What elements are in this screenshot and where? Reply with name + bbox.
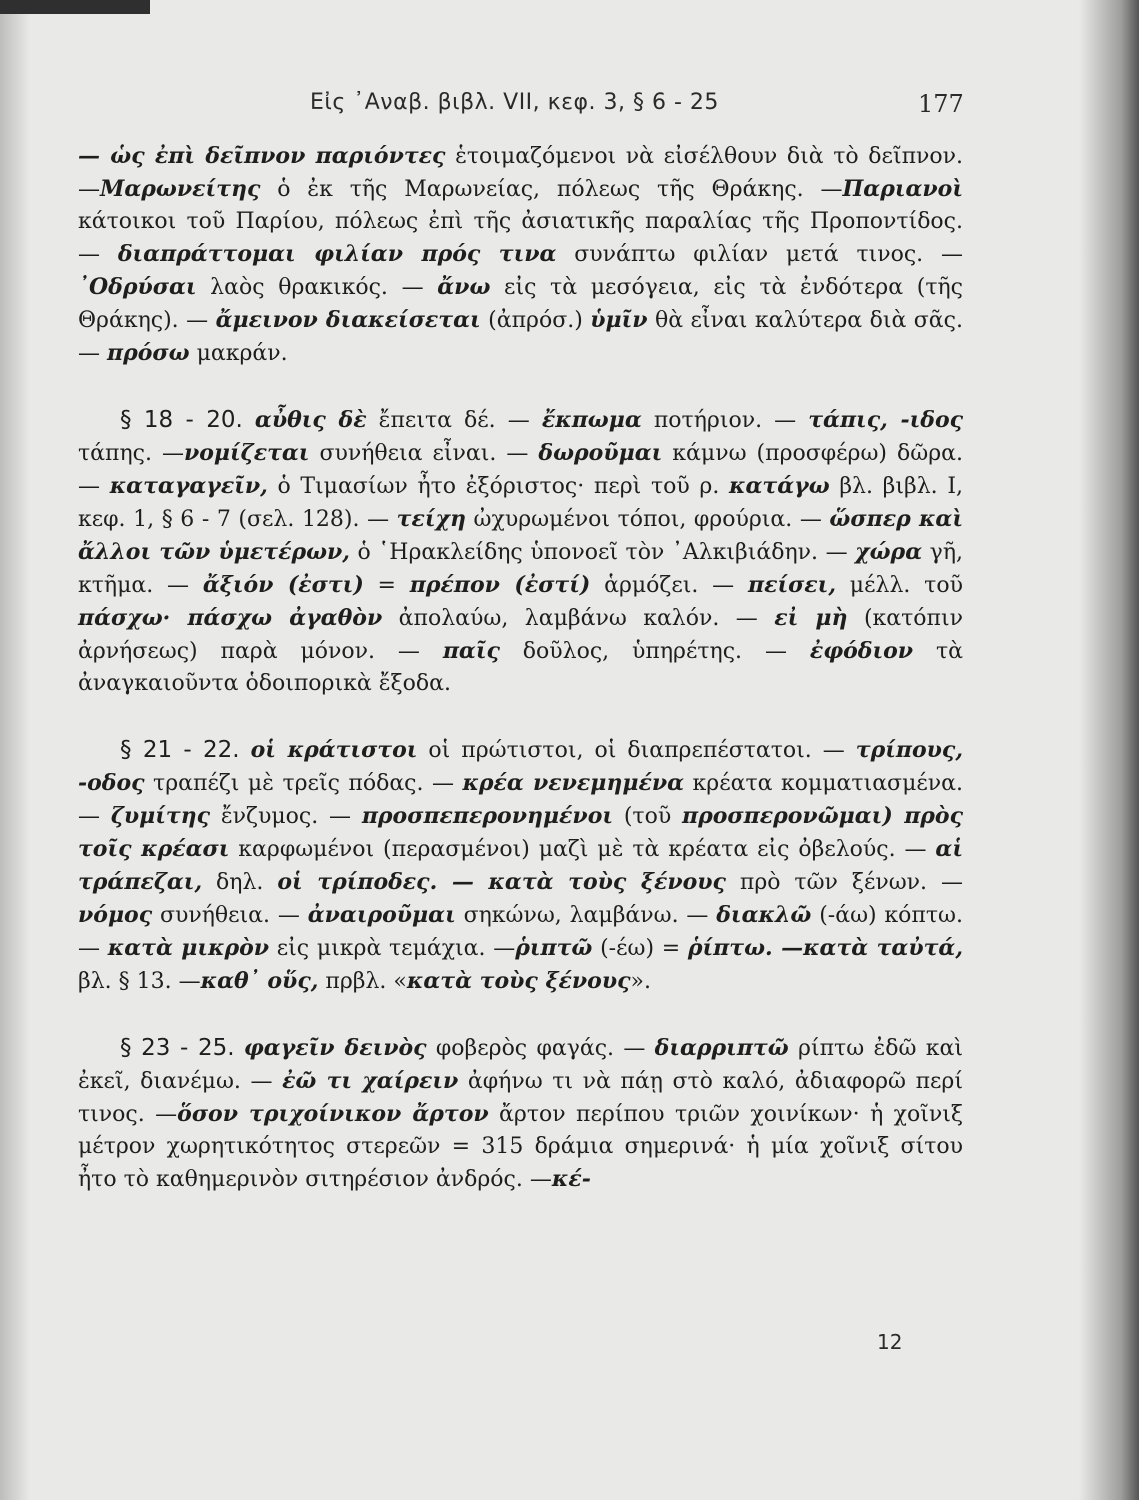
signature-mark: 12 bbox=[877, 1330, 903, 1354]
gloss: κρέατα κομματιασμένα. — bbox=[78, 771, 963, 829]
lemma: νομίζεται bbox=[183, 440, 310, 466]
lemma: φαγεῖν δεινὸς bbox=[243, 1035, 427, 1061]
gloss: ὁ Τιμασίων ἦτο ἐξόριστος· περὶ τοῦ ρ. bbox=[267, 474, 730, 499]
gloss: γῆ, κτῆμα. — bbox=[78, 540, 963, 598]
lemma: Παριανοὶ bbox=[842, 176, 963, 202]
lemma: Μαρωνείτης bbox=[100, 176, 261, 202]
lemma: ἔκπωμα bbox=[541, 407, 642, 433]
gloss: οἱ πρώτιστοι, οἱ διαπρεπέστατοι. — bbox=[417, 738, 856, 763]
lemma: — ὡς ἐπὶ δεῖπνον παριόντες bbox=[78, 143, 446, 169]
gloss: (τοῦ bbox=[613, 804, 683, 829]
gloss: σηκώνω, λαμβάνω. — bbox=[455, 903, 717, 928]
lemma: ἄμεινον διακείσεται bbox=[215, 307, 481, 333]
gloss: λαὸς θρακικός. — bbox=[196, 275, 438, 300]
paragraph bbox=[78, 140, 963, 370]
gloss: τραπέζι μὲ τρεῖς πόδας. — bbox=[144, 771, 463, 796]
gloss: (-έω) = bbox=[592, 936, 688, 961]
lemma: προσπερονῶμαι) πρὸς τοῖς κρέασι bbox=[78, 803, 963, 862]
section-marker: § 21 - 22. bbox=[120, 737, 240, 763]
lemma: πρέπον (ἐστί) bbox=[409, 572, 591, 598]
lemma: τείχη bbox=[396, 506, 466, 532]
gloss: δοῦλος, ὑπηρέτης. — bbox=[499, 639, 810, 664]
lemma: κέ- bbox=[551, 1166, 591, 1192]
gloss: βλ. βιβλ. I, κεφ. 1, § 6 - 7 (σελ. 128). — bbox=[78, 474, 963, 532]
lemma: πείσει, bbox=[747, 572, 836, 598]
gloss: ». bbox=[630, 969, 651, 994]
lemma: κατὰ μικρὸν bbox=[107, 935, 270, 961]
gloss: ἔπειτα δέ. — bbox=[366, 408, 542, 433]
lemma: προσπεπερονημένοι bbox=[361, 803, 614, 829]
gloss: τάπης. — bbox=[78, 441, 184, 466]
scan-corner bbox=[0, 0, 150, 14]
running-head: Εἰς ᾿Αναβ. βιβλ. VII, κεφ. 3, § 6 - 25 bbox=[310, 90, 719, 115]
lemma: αὖθις δὲ bbox=[254, 407, 367, 433]
paragraph bbox=[78, 404, 963, 700]
gloss: ἀπολαύω, λαμβάνω καλόν. — bbox=[382, 606, 775, 631]
gloss: μέλλ. τοῦ bbox=[836, 573, 963, 598]
gloss: ὁ ἐκ τῆς Μαρωνείας, πόλεως τῆς Θράκης. — bbox=[260, 177, 843, 202]
lemma: ἄνω bbox=[437, 274, 491, 300]
gloss: εἰς μικρὰ τεμάχια. — bbox=[269, 936, 516, 961]
lemma: διαρριπτῶ bbox=[654, 1035, 789, 1061]
lemma: ἄξιόν (ἐστι) bbox=[202, 572, 364, 598]
lemma: ἐφόδιον bbox=[809, 638, 914, 664]
gloss: (ἀπρόσ.) bbox=[480, 308, 591, 333]
gloss: ἑτοιμαζόμενοι νὰ εἰσέλθουν διὰ τὸ δεῖπνον. — bbox=[78, 144, 964, 202]
gloss: πρβλ. « bbox=[318, 969, 407, 994]
commentary-text bbox=[78, 140, 963, 1196]
gloss: κάτοικοι τοῦ Παρίου, πόλεως ἐπὶ τῆς ἀσιατικῆς παραλίας τῆς Προποντίδος. — bbox=[78, 209, 963, 267]
lemma: οἱ κράτιστοι bbox=[250, 737, 418, 763]
lemma: ἀναιροῦμαι bbox=[307, 902, 456, 928]
gloss: ρίπτω ἐδῶ καὶ ἐκεῖ, διανέμω. — bbox=[78, 1036, 963, 1094]
lemma: κρέα νενεμημένα bbox=[462, 770, 685, 796]
lemma: παῖς bbox=[442, 638, 500, 664]
lemma: τάπις, -ιδος bbox=[808, 407, 964, 433]
gloss: συνάπτω φιλίαν μετά τινος. — bbox=[556, 242, 963, 267]
gloss: ἄρτον περίπου τριῶν χοινίκων· ἡ χοῖνιξ μέτρον χωρητικότητος στερεῶν = 315 δράμια σημερινά· ἡ μία χοῖνιξ σίτου ἦτο τὸ καθημερινὸν σιτηρέσιον ἀνδρός. — bbox=[78, 1102, 963, 1192]
page-number: 177 bbox=[918, 90, 964, 118]
gloss: συνήθεια εἶναι. — bbox=[309, 441, 539, 466]
gloss: (-άω) κόπτω. — bbox=[78, 903, 963, 961]
gloss: τὰ ἀναγκαιοῦντα ὁδοιπορικὰ ἔξοδα. bbox=[78, 639, 963, 696]
gloss: ὁ ῾Ηρακλείδης ὑπονοεῖ τὸν ᾿Αλκιβιάδην. — bbox=[349, 540, 856, 565]
lemma: πάσχω· πάσχω ἀγαθὸν bbox=[78, 605, 383, 631]
lemma: κατάγω bbox=[729, 473, 830, 499]
page-header bbox=[0, 90, 1139, 130]
lemma: χώρα bbox=[855, 539, 923, 565]
gloss: ὠχυρωμένοι τόποι, φρούρια. — bbox=[465, 507, 830, 532]
gloss: βλ. § 13. — bbox=[78, 969, 201, 994]
lemma: καθ᾿ οὕς, bbox=[200, 968, 319, 994]
lemma: ζυμίτης bbox=[110, 803, 211, 829]
lemma: διακλῶ bbox=[716, 902, 812, 928]
gloss: καρφωμένοι (περασμένοι) μαζὶ μὲ τὰ κρέατα εἰς ὀβελούς. — bbox=[229, 837, 936, 862]
lemma: κατὰ τοὺς ξένους bbox=[406, 968, 631, 994]
gloss: κάμνω (προσφέρω) δῶρα. — bbox=[78, 441, 963, 499]
lemma: ῥιπτῶ bbox=[515, 935, 593, 961]
lemma: νόμος bbox=[78, 902, 153, 928]
gloss: δηλ. bbox=[202, 870, 278, 895]
lemma: καταγαγεῖν, bbox=[109, 473, 268, 499]
lemma: εἰ μὴ bbox=[774, 605, 848, 631]
gloss: θὰ εἶναι καλύτερα διὰ σᾶς. — bbox=[78, 308, 963, 366]
gloss: εἰς τὰ μεσόγεια, εἰς τὰ ἐνδότερα (τῆς Θράκης). — bbox=[78, 275, 963, 333]
gloss: συνήθεια. — bbox=[152, 903, 308, 928]
lemma: ὅσον τριχοίνικον ἄρτον bbox=[177, 1101, 489, 1127]
paragraph bbox=[78, 734, 963, 998]
gloss: = bbox=[363, 573, 410, 598]
lemma: ῥίπτω. —κατὰ ταὐτά, bbox=[687, 935, 963, 961]
gloss: ἀφήνω τι νὰ πάῃ στὸ καλό, ἀδιαφορῶ περί τινος. — bbox=[78, 1069, 963, 1127]
gloss: μακράν. bbox=[189, 341, 288, 366]
lemma: δωροῦμαι bbox=[538, 440, 663, 466]
paragraph bbox=[78, 1032, 963, 1196]
lemma: ἐῶ τι χαίρειν bbox=[282, 1068, 459, 1094]
lemma: πρόσω bbox=[107, 340, 190, 366]
gloss: πρὸ τῶν ξένων. — bbox=[725, 870, 963, 895]
section-marker: § 23 - 25. bbox=[120, 1035, 235, 1061]
lemma: διαπράττομαι φιλίαν πρός τινα bbox=[117, 241, 557, 267]
lemma: ὥσπερ καὶ ἄλλοι τῶν ὑμετέρων, bbox=[78, 506, 964, 565]
gloss: ἁρμόζει. — bbox=[590, 573, 748, 598]
lemma: ᾿Οδρύσαι bbox=[78, 274, 197, 300]
lemma: ὑμῖν bbox=[590, 307, 648, 333]
lemma: οἱ τρίποδες. — κατὰ τοὺς ξένους bbox=[277, 869, 726, 895]
gloss: (κατόπιν ἀρνήσεως) παρὰ μόνον. — bbox=[78, 606, 964, 664]
section-marker: § 18 - 20. bbox=[120, 407, 243, 433]
gloss: φοβερὸς φαγάς. — bbox=[426, 1036, 655, 1061]
lemma: αἱ τράπεζαι, bbox=[78, 836, 963, 895]
gloss: ποτήριον. — bbox=[641, 408, 809, 433]
lemma: τρίπους, -οδος bbox=[78, 737, 963, 796]
gloss: ἔνζυμος. — bbox=[210, 804, 362, 829]
